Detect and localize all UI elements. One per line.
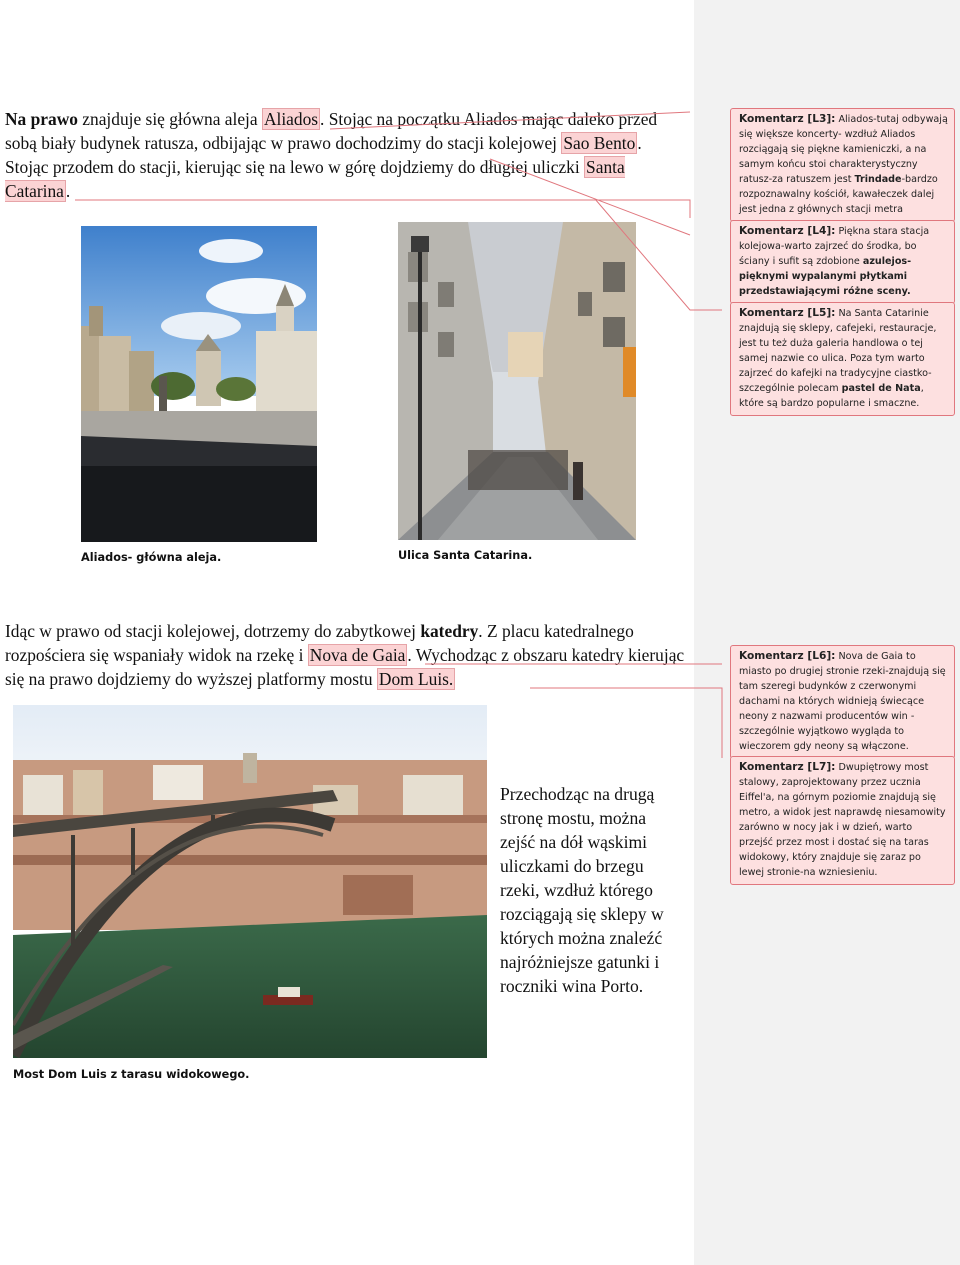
comment-anchor-nova-de-gaia[interactable]: Nova de Gaia <box>309 645 406 665</box>
comment-l6[interactable]: Komentarz [L6]: Nova de Gaia to miasto po drugiej stronie rzeki-znajdują się tam szeregi budynków z czerwonymi dachami na których widnieją świecące neony z nazwami producentów win -szczególnie wyjątkowo wygląda to wieczorem gdy neony są włączone. <box>730 645 955 759</box>
comment-anchor-dom-luis[interactable]: Dom Luis. <box>378 669 454 689</box>
bold-text: Na prawo <box>5 109 78 129</box>
comment-l7[interactable]: Komentarz [L7]: Dwupiętrowy most stalowy, zaprojektowany przez ucznia Eiffel'a, na górnym poziomie znajdują się metro, a widok jest naprawdę niesamowity zarówno w nocy jak i w dzień, warto przejść przez most i dostać się na taras widokowy, który znajduje się zaraz po lewej stronie-na wzniesieniu. <box>730 756 955 885</box>
bold-text: katedry <box>420 621 479 641</box>
comment-anchor-aliados[interactable]: Aliados <box>263 109 319 129</box>
photo-santa-catarina <box>398 222 636 540</box>
comment-tag: Komentarz [L7]: <box>739 761 836 773</box>
paragraph-aliados: Na prawo znajduje się główna aleja Aliados . Stojąc na początku Aliados mając daleko przed sobą biały budynek ratusza, odbijając w prawo dochodzimy do stacji kolejowej Sao Bento . Stojąc przodem do stacji, kierując się na lewo w górę dojdziemy do długiej uliczki Santa Catarina . <box>5 109 658 201</box>
paragraph-katedra: Idąc w prawo od stacji kolejowej, dotrzemy do zabytkowej katedry. Z placu katedralnego rozpościera się wspaniały widok na rzekę i Nova de Gaia . Wychodząc z obszaru katedry kierując się na prawo dojdziemy do wyższej platformy mostu Dom Luis. <box>5 621 685 689</box>
paragraph-wine-shops: Przechodząc na drugą stronę mostu, można zejść na dół wąskimi uliczkami do brzegu rzeki, wzdłuż którego rozciągają się sklepy w których można znaleźć najróżniejsze gatunki i roczniki wina Porto. <box>500 784 664 996</box>
comment-l5[interactable]: Komentarz [L5]: Na Santa Catarinie znajdują się sklepy, cafejeki, restauracje, jest tu też duża galeria handlowa o tej samej nazwie co ulica. Poza tym warto zajrzeć do kafejki na tradycyjne ciastko- szczególnie polecam pastel de Nata, które są bardzo popularne i smaczne. <box>730 302 955 416</box>
caption-aliados: Aliados- główna aleja. <box>81 551 222 564</box>
caption-santa-catarina: Ulica Santa Catarina. <box>398 549 533 562</box>
caption-dom-luis: Most Dom Luis z tarasu widokowego. <box>13 1068 250 1081</box>
comment-anchor-sao-bento[interactable]: Sao Bento <box>563 133 636 153</box>
comment-tag: Komentarz [L4]: <box>739 225 836 237</box>
comment-l4[interactable]: Komentarz [L4]: Piękna stara stacja kolejowa-warto zajrzeć do środka, bo ściany i sufit są zdobione azulejos- pięknymi wypalanymi płytkami przedstawiającymi różne sceny. <box>730 220 955 304</box>
photo-aliados <box>81 226 317 542</box>
comment-tag: Komentarz [L6]: <box>739 650 836 662</box>
comment-tag: Komentarz [L5]: <box>739 307 836 319</box>
photo-dom-luis-bridge <box>13 705 487 1058</box>
comment-anchor-santa-catarina[interactable]: Santa Catarina <box>5 157 625 201</box>
comment-l3[interactable]: Komentarz [L3]: Aliados-tutaj odbywają się większe koncerty- wzdłuż Aliados rozciągają się piękne kamieniczki, a na samym końcu stoi charakterystyczny ratusz-za ratuszem jest Trindade-bardzo rozpoznawalny kościół, kawałeczek dalej jest jedna z głównych stacji metra <box>730 108 955 222</box>
comment-tag: Komentarz [L3]: <box>739 113 836 125</box>
